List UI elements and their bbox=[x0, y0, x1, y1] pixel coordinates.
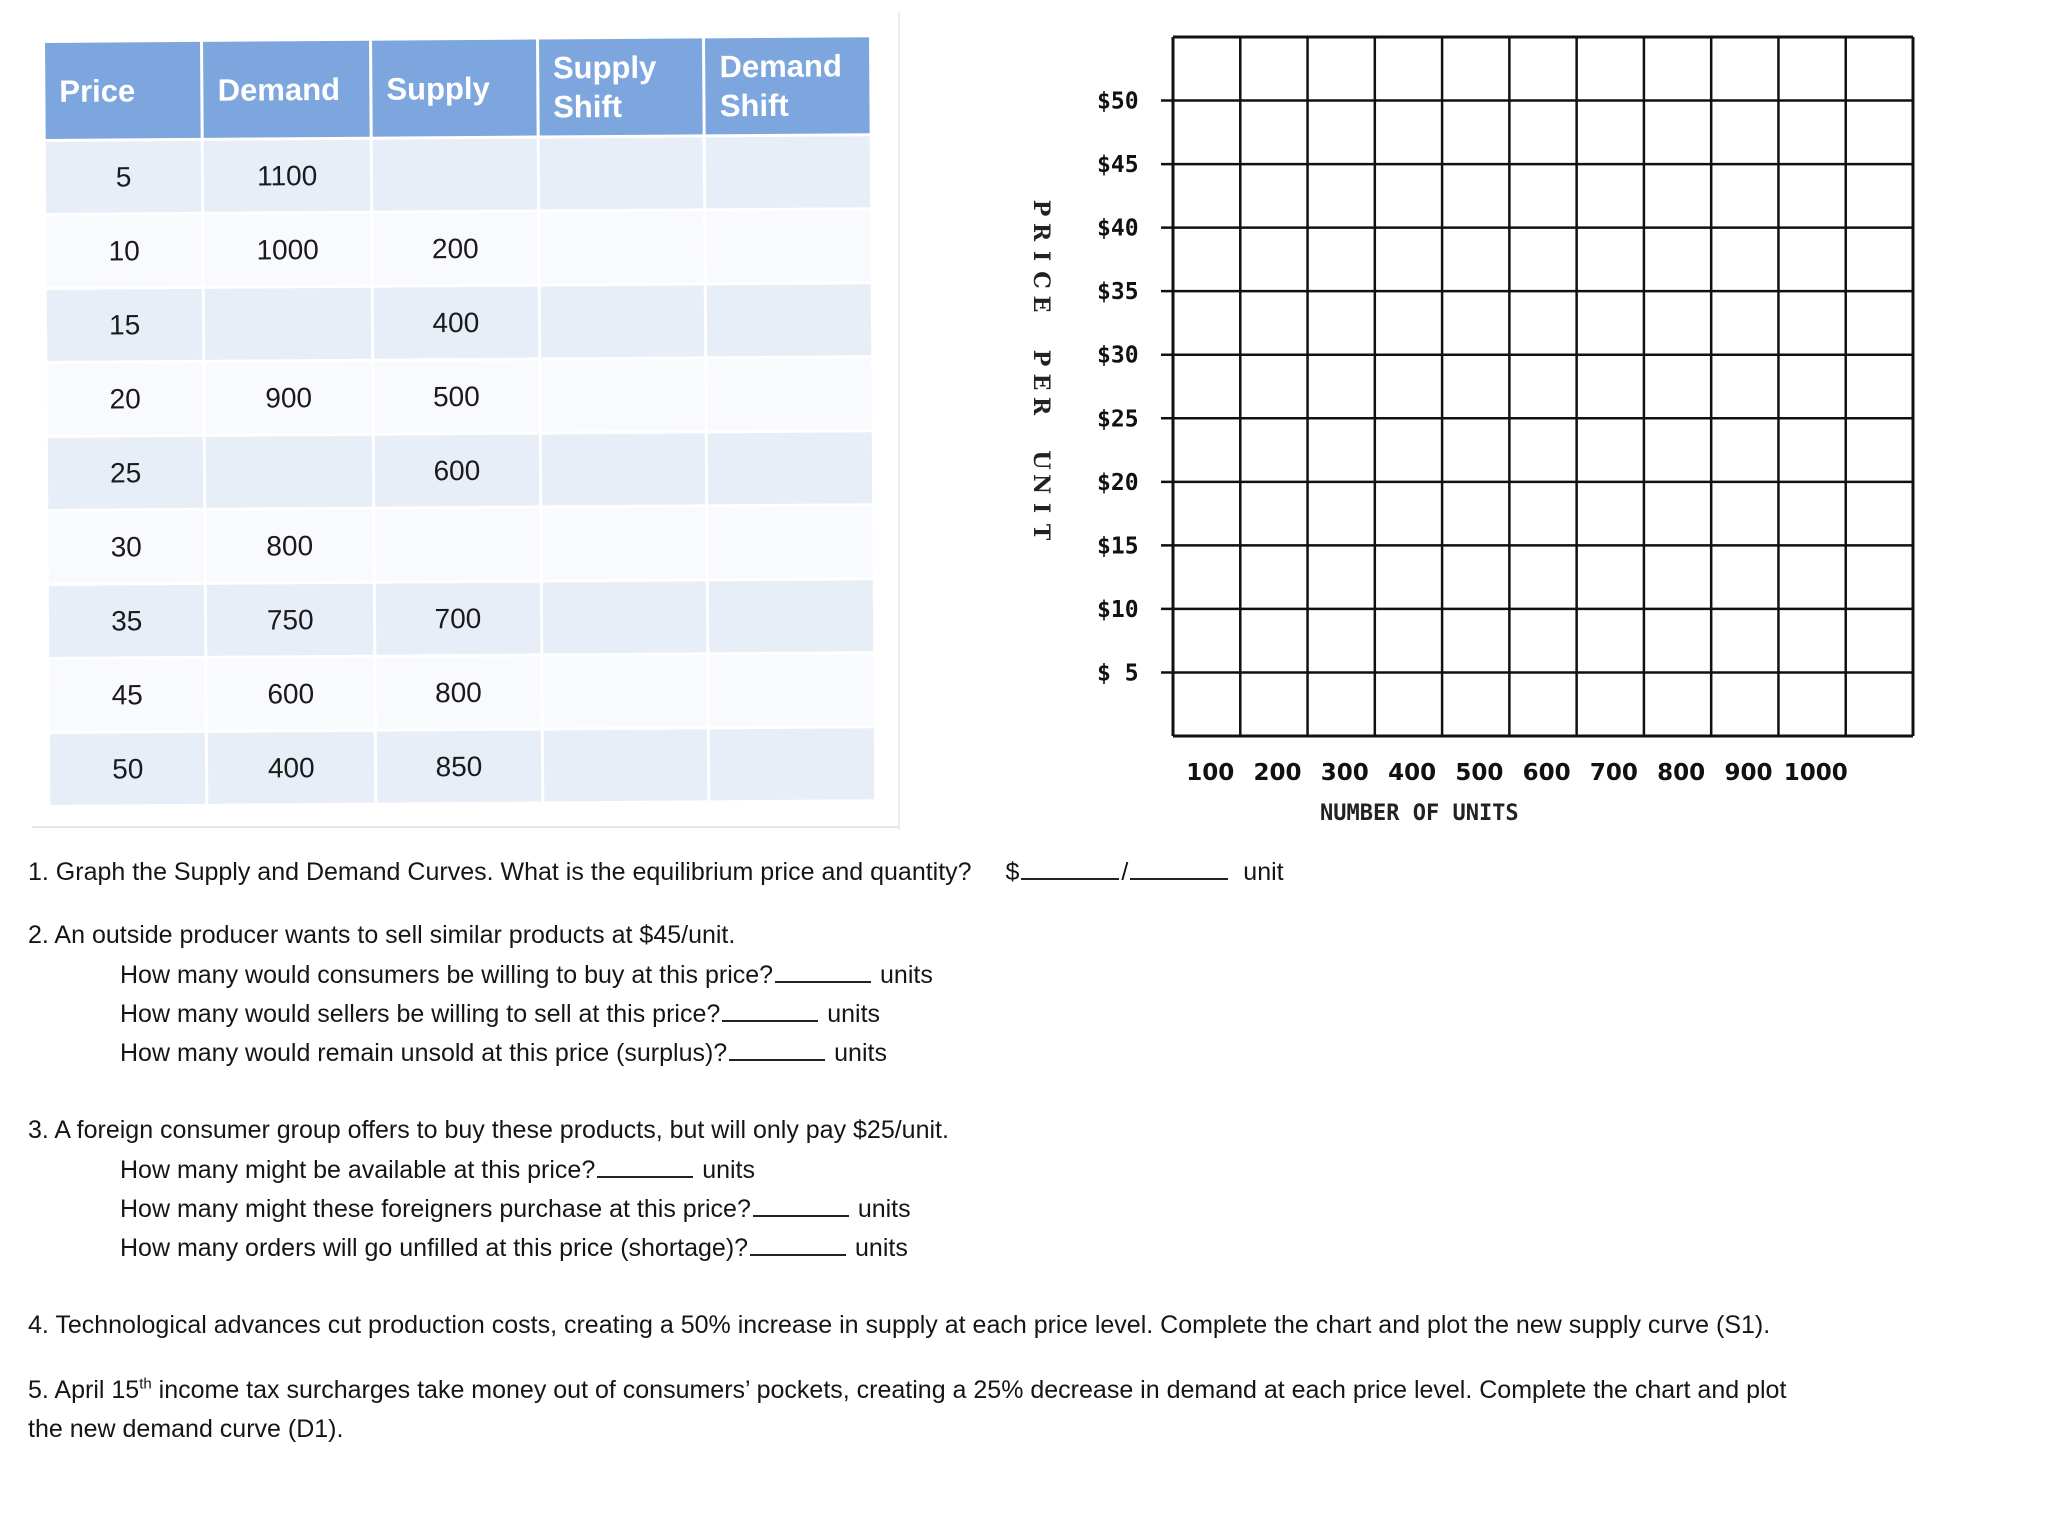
table-page-edge-right bbox=[898, 12, 900, 830]
y-axis-title bbox=[1028, 200, 1054, 541]
supply-cell: 200 bbox=[373, 213, 537, 285]
question-3: 3. A foreign consumer group offers to buy these products, but will only pay $25/unit. bbox=[28, 1116, 949, 1144]
x-axis-ticks bbox=[1186, 760, 1847, 786]
y-axis-title-letter: T bbox=[1028, 523, 1054, 541]
table-body bbox=[46, 136, 875, 805]
question-5-line2: the new demand curve (D1). bbox=[28, 1415, 344, 1443]
question-5 bbox=[28, 1371, 1786, 1409]
demand-shift-cell[interactable] bbox=[710, 728, 874, 800]
header-demand-shift: Demand Shift bbox=[705, 37, 869, 134]
question-5-sup: th bbox=[139, 1375, 152, 1393]
x-tick-label: 600 bbox=[1522, 760, 1571, 786]
header-demand: Demand bbox=[203, 41, 369, 138]
supply-cell: 700 bbox=[376, 583, 540, 655]
table-row bbox=[48, 506, 872, 583]
demand-cell: 600 bbox=[208, 658, 374, 730]
supply-shift-cell[interactable] bbox=[543, 655, 707, 727]
demand-shift-cell[interactable] bbox=[708, 432, 872, 504]
supply-shift-cell[interactable] bbox=[539, 137, 703, 209]
question-1-prefix: $ bbox=[1005, 858, 1020, 886]
question-2b bbox=[120, 994, 880, 1033]
header-supply: Supply bbox=[372, 40, 536, 137]
price-cell: 35 bbox=[49, 585, 205, 657]
y-tick-label: $45 bbox=[1097, 152, 1139, 179]
y-axis-title-letter: R bbox=[1028, 396, 1054, 416]
x-tick-label: 700 bbox=[1589, 760, 1638, 786]
demand-cell: 800 bbox=[207, 510, 373, 582]
supply-cell: 600 bbox=[375, 435, 539, 507]
y-tick-label: $30 bbox=[1097, 342, 1139, 369]
question-3b bbox=[120, 1189, 911, 1228]
demand-cell bbox=[205, 288, 371, 360]
y-axis-title-letter: R bbox=[1028, 222, 1054, 242]
x-tick-label: 400 bbox=[1388, 760, 1437, 786]
question-2a bbox=[120, 955, 933, 994]
price-cell: 10 bbox=[46, 215, 202, 287]
price-cell: 30 bbox=[48, 511, 204, 583]
question-2c-unit: units bbox=[834, 1039, 887, 1067]
y-tick-label: $35 bbox=[1097, 279, 1139, 306]
y-tick-label: $ 5 bbox=[1097, 660, 1139, 687]
supply-cell: 400 bbox=[374, 287, 538, 359]
table-row bbox=[50, 728, 874, 805]
question-4: 4. Technological advances cut production costs, creating a 50% increase in supply at each price level. Complete the chart and plot the new supply curve (S1). bbox=[28, 1311, 1771, 1339]
graph-grid bbox=[1161, 37, 1913, 736]
question-2b-blank[interactable] bbox=[722, 994, 818, 1022]
supply-shift-cell[interactable] bbox=[541, 433, 705, 505]
y-axis-title-letter: C bbox=[1028, 271, 1054, 289]
y-axis-title-letter: P bbox=[1028, 199, 1054, 217]
question-2c-text: How many would remain unsold at this price (surplus)? bbox=[120, 1039, 728, 1067]
question-3c bbox=[120, 1228, 908, 1267]
question-3c-blank[interactable] bbox=[750, 1228, 846, 1256]
table-row bbox=[47, 284, 871, 361]
question-1-unit: unit bbox=[1243, 858, 1284, 886]
question-2c-blank[interactable] bbox=[729, 1033, 825, 1061]
y-axis-title-letter: E bbox=[1028, 373, 1054, 391]
question-5-post: income tax surcharges take money out of consumers’ pockets, creating a 25% decrease in demand at each price level. Complete the chart and plot bbox=[151, 1376, 1787, 1404]
demand-shift-cell[interactable] bbox=[706, 136, 870, 208]
question-3c-text: How many orders will go unfilled at this price (shortage)? bbox=[120, 1234, 749, 1262]
question-2b-text: How many would sellers be willing to sell at this price? bbox=[120, 1000, 721, 1028]
demand-shift-cell[interactable] bbox=[708, 358, 872, 430]
question-2a-blank[interactable] bbox=[775, 955, 871, 983]
x-axis-title: NUMBER OF UNITS bbox=[1320, 801, 1519, 826]
price-cell: 25 bbox=[48, 437, 204, 509]
y-axis-ticks bbox=[1097, 89, 1139, 687]
equilibrium-quantity-blank[interactable] bbox=[1130, 852, 1228, 880]
supply-cell bbox=[375, 509, 539, 581]
question-1-sep: / bbox=[1121, 858, 1129, 886]
y-axis-title-letter: U bbox=[1028, 450, 1054, 470]
supply-shift-cell[interactable] bbox=[542, 581, 706, 653]
table-row bbox=[47, 358, 871, 435]
supply-shift-cell[interactable] bbox=[540, 285, 704, 357]
demand-cell bbox=[206, 436, 372, 508]
table-row bbox=[49, 580, 873, 657]
supply-cell: 850 bbox=[377, 731, 541, 803]
x-tick-label: 900 bbox=[1724, 760, 1773, 786]
graph-canvas bbox=[1020, 20, 1920, 840]
demand-cell: 1000 bbox=[205, 214, 371, 286]
price-cell: 45 bbox=[49, 659, 205, 731]
question-3b-blank[interactable] bbox=[753, 1189, 849, 1217]
supply-shift-cell[interactable] bbox=[544, 729, 708, 801]
supply-shift-cell[interactable] bbox=[542, 507, 706, 579]
question-3a-unit: units bbox=[702, 1156, 755, 1184]
supply-shift-cell[interactable] bbox=[540, 211, 704, 283]
question-1-text: 1. Graph the Supply and Demand Curves. What is the equilibrium price and quantity? bbox=[28, 858, 972, 886]
header-price: Price bbox=[45, 42, 201, 139]
demand-cell: 900 bbox=[206, 362, 372, 434]
x-tick-label: 300 bbox=[1320, 760, 1369, 786]
header-supply-shift: Supply Shift bbox=[539, 38, 703, 135]
price-cell: 20 bbox=[47, 363, 203, 435]
table-row bbox=[48, 432, 872, 509]
x-tick-label: 800 bbox=[1657, 760, 1706, 786]
question-5-pre: 5. April 15 bbox=[28, 1376, 140, 1404]
question-3b-text: How many might these foreigners purchase at this price? bbox=[120, 1195, 751, 1223]
price-cell: 15 bbox=[47, 289, 203, 361]
supply-cell: 800 bbox=[376, 657, 540, 729]
question-3a-text: How many might be available at this price? bbox=[120, 1156, 596, 1184]
question-2b-unit: units bbox=[827, 1000, 881, 1028]
question-3a-blank[interactable] bbox=[597, 1150, 693, 1178]
demand-shift-cell[interactable] bbox=[710, 654, 874, 726]
y-tick-label: $25 bbox=[1097, 406, 1139, 433]
demand-cell: 400 bbox=[208, 732, 374, 804]
table-header-row bbox=[45, 37, 870, 139]
question-1 bbox=[28, 852, 1284, 891]
y-tick-label: $20 bbox=[1097, 469, 1139, 496]
table-row bbox=[46, 210, 870, 287]
y-axis-title-letter: N bbox=[1028, 473, 1054, 495]
question-2a-text: How many would consumers be willing to buy at this price? bbox=[120, 961, 774, 989]
supply-cell bbox=[373, 139, 537, 211]
x-tick-label: 500 bbox=[1455, 760, 1504, 786]
supply-demand-graph bbox=[1020, 20, 1920, 840]
y-tick-label: $10 bbox=[1097, 596, 1139, 623]
y-tick-label: $40 bbox=[1097, 215, 1139, 242]
demand-shift-cell[interactable] bbox=[709, 506, 873, 578]
table-row bbox=[49, 654, 873, 731]
price-cell: 5 bbox=[46, 141, 202, 213]
x-tick-label: 1000 bbox=[1783, 760, 1848, 786]
question-3a bbox=[120, 1150, 755, 1189]
x-tick-label: 100 bbox=[1186, 760, 1235, 786]
demand-cell: 750 bbox=[207, 584, 373, 656]
supply-demand-table bbox=[42, 34, 877, 808]
question-3b-unit: units bbox=[857, 1195, 911, 1223]
demand-shift-cell[interactable] bbox=[707, 284, 871, 356]
y-tick-label: $15 bbox=[1097, 533, 1139, 560]
y-axis-title-letter: E bbox=[1028, 295, 1054, 313]
equilibrium-price-blank[interactable] bbox=[1021, 852, 1119, 880]
question-2a-unit: units bbox=[880, 961, 933, 989]
y-tick-label: $50 bbox=[1097, 88, 1139, 115]
question-2: 2. An outside producer wants to sell similar products at $45/unit. bbox=[28, 921, 736, 949]
supply-cell: 500 bbox=[374, 361, 538, 433]
x-tick-label: 200 bbox=[1253, 760, 1302, 786]
table-row bbox=[46, 136, 870, 213]
price-cell: 50 bbox=[50, 733, 206, 805]
y-axis-title-letter: I bbox=[1028, 502, 1054, 514]
question-3c-unit: units bbox=[855, 1234, 908, 1262]
demand-cell: 1100 bbox=[204, 140, 370, 212]
demand-shift-cell[interactable] bbox=[707, 210, 871, 282]
y-axis-title-letter: I bbox=[1028, 250, 1054, 262]
demand-shift-cell[interactable] bbox=[709, 580, 873, 652]
table-page-edge bbox=[32, 826, 900, 828]
question-2c bbox=[120, 1033, 887, 1072]
supply-shift-cell[interactable] bbox=[541, 359, 705, 431]
y-axis-title-letter: P bbox=[1028, 349, 1054, 367]
